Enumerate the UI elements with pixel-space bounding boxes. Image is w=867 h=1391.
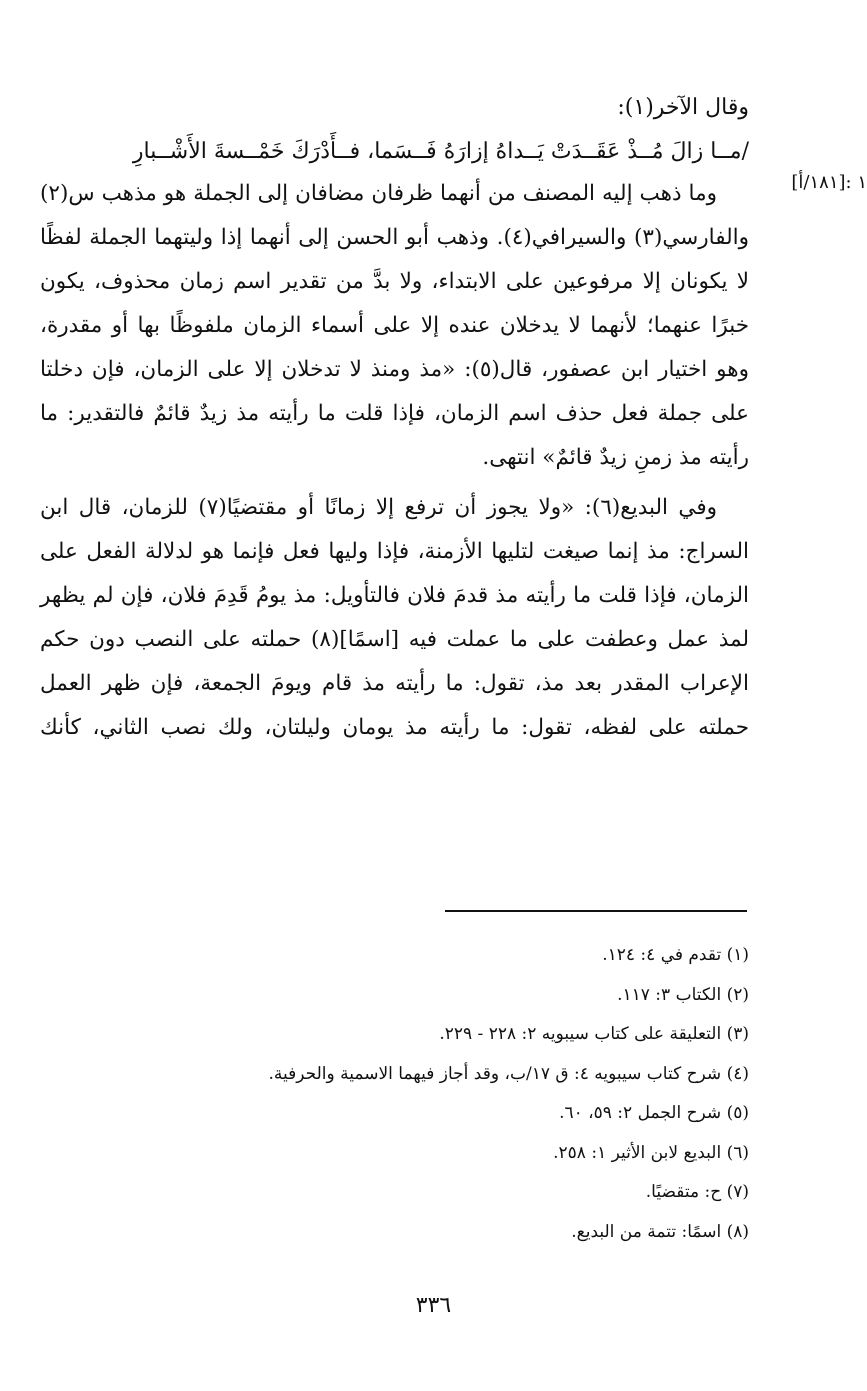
verse-intro: وقال الآخر(١): [617, 95, 749, 120]
paragraph-2: وفي البديع(٦): «ولا يجوز أن ترفع إلا زمانًا أو مقتضيًا(٧) للزمان، قال ابن السراج: مذ إنما صيغت لتليها الأزمنة، فإذا وليها فعل فإنما هو لدلالة الفعل على الزمان، فإذا قلت ما رأيته مذ قدمَ فلان فالتأويل: مذ يومُ قَدِمَ فلان، فإن لم يظهر لمذ عمل وعطفت على ما عملت فيه [اسمًا](٨) حملته على النصب دون حكم الإعراب المقدر بعد مذ، تقول: ما رأيته مذ قام ويومَ الجمعة، فإن ظهر العمل حملته على لفظه، تقول: ما رأيته مذ يومان وليلتان، ولك نصب الثاني، كأنك [40, 495, 750, 740]
footnote-1: (١) تقدم في ٤: ١٢٤. [602, 945, 749, 965]
manuscript-folio-reference: [١٨١/أ]: ١ [791, 172, 867, 193]
main-text [40, 88, 749, 756]
poetry-verse: /مــا زالَ مُــذْ عَقَــدَتْ يَــداهُ إزارَهُ فَــسَما، فــأَدْرَكَ خَمْــسةَ الأَشْــبارِ [132, 139, 749, 164]
footnote-8: (٨) اسمًا: تتمة من البديع. [571, 1221, 749, 1242]
footnote-6: (٦) البديع لابن الأثير ١: ٢٥٨. [553, 1142, 749, 1163]
paragraph-1: وما ذهب إليه المصنف من أنهما ظرفان مضافان إلى الجملة هو مذهب س(٢) والفارسي(٣) والسيرافي(٤). وذهب أبو الحسن إلى أنهما إذا وليتهما الجملة لفظًا لا يكونان إلا مرفوعين على الابتداء، ولا بدَّ من تقدير اسم زمان محذوف، يكون خبرًا عنهما؛ لأنهما لا يدخلان عنده إلا على أسماء الزمان ملفوظًا بها أو مقدرة، وهو اختيار ابن عصفور، قال(٥): «مذ ومنذ لا تدخلان إلا على الزمان، فإن دخلتا على جملة فعل حذف اسم الزمان، فإذا قلت ما رأيته مذ زيدٌ قائمٌ فالتقدير: ما رأيته مذ زمنِ زيدٌ قائمٌ» انتهى. [40, 181, 750, 470]
footnote-4: (٤) شرح كتاب سيبويه ٤: ق ١٧/ب، وقد أجاز فيهما الاسمية والحرفية. [268, 1063, 749, 1084]
footnote-5: (٥) شرح الجمل ٢: ٥٩، ٦٠. [559, 1103, 749, 1123]
footnote-2: (٢) الكتاب ٣: ١١٧. [617, 984, 749, 1005]
footnote-3: (٣) التعليقة على كتاب سيبويه ٢: ٢٢٨ - ٢٢٩. [439, 1024, 749, 1044]
footnote-separator [445, 910, 747, 912]
page-number: ٣٣٦ [415, 1293, 452, 1318]
footnote-7: (٧) ح: متقضيًا. [645, 1182, 749, 1202]
footnotes-list [60, 936, 749, 1252]
